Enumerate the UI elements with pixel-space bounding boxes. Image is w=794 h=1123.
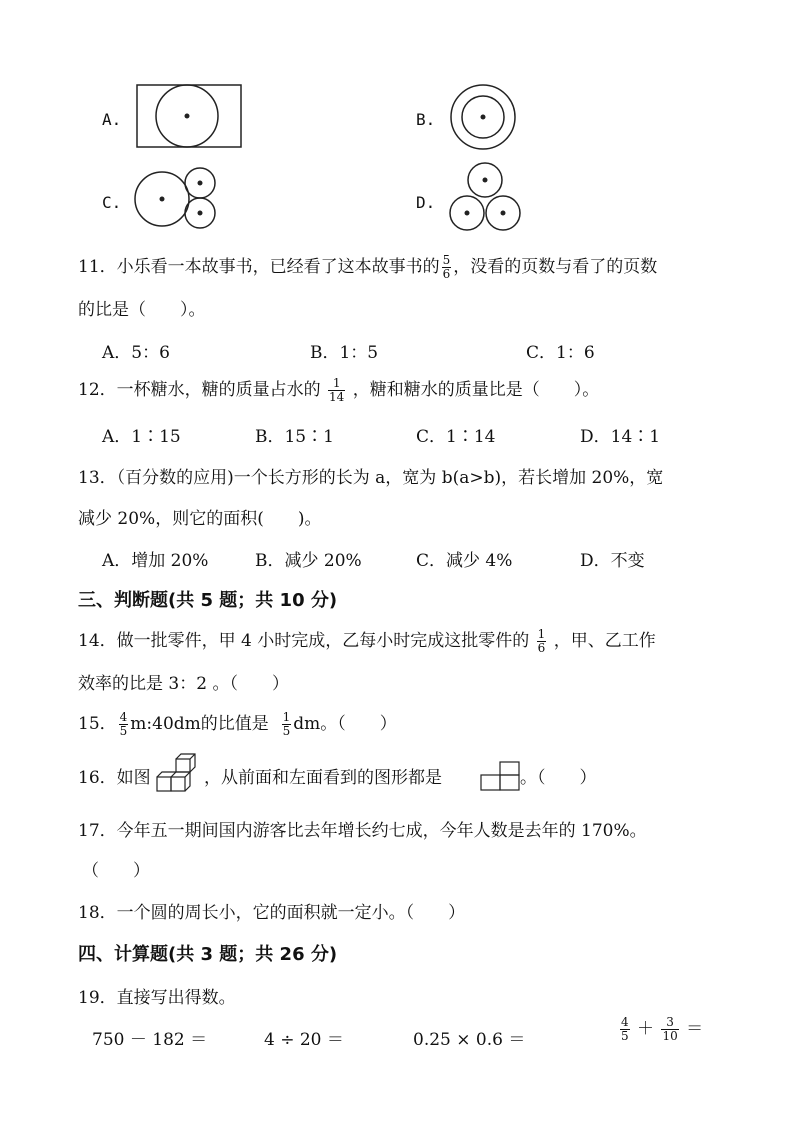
q15-text: m:40dm的比值是 (130, 714, 269, 734)
q11-option-c: C．1：6 (526, 343, 595, 363)
q14-line2: 效率的比是 3：2 。（ ） (78, 674, 289, 694)
q15-number: 15． (78, 714, 117, 734)
calc-4-operator: ＋ (637, 1019, 655, 1039)
calc-2: 4 ÷ 20 ＝ (264, 1030, 344, 1050)
option-d-figure (447, 160, 525, 234)
option-a-figure (136, 84, 242, 148)
cube-stack-figure (156, 753, 204, 795)
q12-option-a: A．1∶15 (102, 427, 181, 447)
question-18: 18．一个圆的周长小，它的面积就一定小。（ ） (78, 903, 466, 923)
q11-fraction: $\frac{5}{6}$ (442, 253, 451, 281)
q15-text-end: dm。（ ） (293, 714, 397, 734)
calc-3: 0.25 × 0.6 ＝ (413, 1030, 526, 1050)
q13-option-d: D．不变 (580, 551, 645, 571)
calc-4-fraction-1: $\frac{4}{5}$ (621, 1015, 629, 1043)
option-d-label: D. (416, 193, 436, 212)
option-c-label: C. (102, 193, 122, 212)
question-17: 17．今年五一期间国内游客比去年增长约七成，今年人数是去年的 170%。 (78, 821, 647, 841)
q13-option-c: C．减少 4% (416, 551, 513, 571)
q11-text-after: ，没看的页数与看了的页数 (453, 257, 658, 277)
calc-1: 750 － 182 ＝ (92, 1030, 208, 1050)
q12-option-d: D．14∶1 (580, 427, 661, 447)
q15-fraction-1: $\frac{4}{5}$ (119, 710, 128, 738)
calc-4 (618, 1014, 703, 1043)
q13-line2: 减少 20%，则它的面积( )。 (78, 509, 322, 529)
q11-option-b: B．1：5 (310, 343, 379, 363)
option-a-label: A. (102, 110, 122, 129)
q12-text: 12．一杯糖水，糖的质量占水的 (78, 380, 321, 400)
question-19: 19．直接写出得数。 (78, 988, 236, 1008)
q14-fraction: $\frac{1}{6}$ (537, 627, 546, 655)
q12-fraction: $\frac{1}{14}$ (329, 376, 345, 404)
option-c-figure (134, 166, 218, 232)
q11-option-a: A．5：6 (102, 343, 170, 363)
option-b-label: B. (416, 110, 436, 129)
q11-text: 11．小乐看一本故事书，已经看了这本故事书的 (78, 257, 440, 277)
q13-option-b: B．减少 20% (255, 551, 362, 571)
q13-option-a: A．增加 20% (102, 551, 209, 571)
view-shape-figure (480, 761, 520, 791)
q15-fraction-2: $\frac{1}{5}$ (282, 710, 291, 738)
q12-option-b: B．15∶1 (255, 427, 334, 447)
calc-4-fraction-2: $\frac{3}{10}$ (662, 1015, 678, 1043)
q16-text-before: 16．如图 (78, 768, 151, 788)
question-12 (78, 375, 599, 404)
question-15 (78, 709, 397, 738)
q11-line2: 的比是（ ）。 (78, 300, 206, 320)
q14-text-after: ，甲、乙工作 (553, 631, 656, 651)
q16-text-mid: ，从前面和左面看到的图形都是 (204, 768, 442, 788)
q14-text: 14．做一批零件，甲 4 小时完成，乙每小时完成这批零件的 (78, 631, 530, 651)
q12-text-after: ，糖和糖水的质量比是（ ）。 (352, 380, 600, 400)
section-3-title: 三、判断题(共 5 题；共 10 分) (78, 590, 338, 611)
calc-4-equals: ＝ (686, 1019, 704, 1039)
q12-option-c: C．1∶14 (416, 427, 496, 447)
question-13: 13．（百分数的应用)一个长方形的长为 a，宽为 b(a>b)，若长增加 20%，宽 (78, 468, 664, 488)
question-11 (78, 252, 657, 281)
q16-text-after: 。（ ） (520, 768, 597, 788)
option-b-figure (448, 84, 518, 150)
q17-line2: （ ） (82, 861, 150, 881)
section-4-title: 四、计算题(共 3 题；共 26 分) (78, 944, 338, 965)
question-14 (78, 626, 656, 655)
